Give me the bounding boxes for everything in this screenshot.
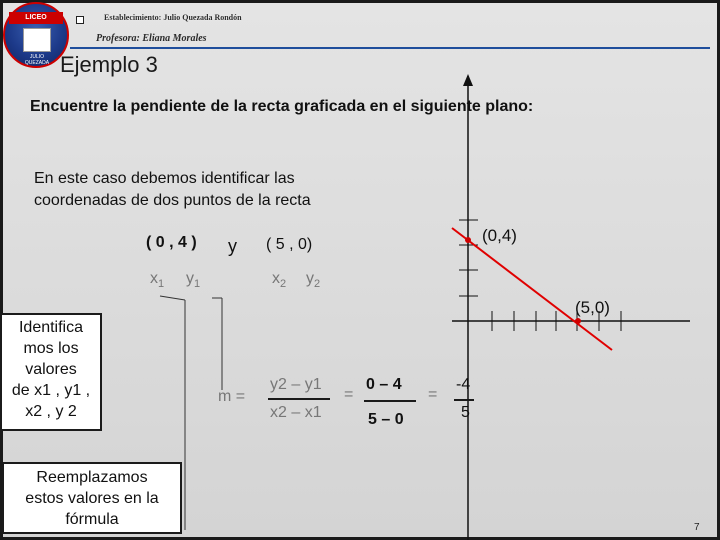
formula-denominator: x2 – x1	[270, 404, 322, 421]
teacher-header: Profesora: Eliana Morales	[96, 33, 207, 44]
page-number: 7	[694, 522, 700, 533]
identify-line-5: x2 , y 2	[25, 403, 77, 420]
slide-title: Ejemplo 3	[60, 52, 158, 77]
connector-line-1	[160, 296, 185, 300]
formula-fraction-bar	[268, 398, 330, 400]
identify-line-4: de x1 , y1 ,	[11, 382, 91, 399]
substituted-denominator: 5 – 0	[368, 411, 404, 428]
equals-sign-1: =	[344, 386, 354, 403]
y-axis-arrow	[463, 74, 473, 86]
result-denominator: 5	[461, 404, 470, 421]
var-y1: $y_1$	[186, 270, 201, 291]
school-header: Establecimiento: Julio Quezada Rondón	[104, 13, 242, 22]
logo-text: JULIO QUEZADA	[24, 54, 50, 66]
replace-line-2: estos valores en la	[25, 490, 159, 507]
identify-values-box	[0, 313, 102, 431]
var-x2: $x_2$	[272, 270, 287, 291]
instruction-text: Encuentre la pendiente de la recta graficada en el siguiente plano:	[30, 98, 534, 115]
replace-line-3: fórmula	[65, 511, 119, 528]
explanation-line-2: coordenadas de dos puntos de la recta	[34, 192, 311, 209]
substituted-numerator: 0 – 4	[366, 376, 402, 393]
point-two: ( 5 , 0)	[266, 236, 313, 253]
identify-line-3: valores	[25, 361, 77, 378]
var-x1: $x_1$	[150, 270, 165, 291]
identify-line-2: mos los	[23, 340, 79, 357]
point-label-5-0: (5,0)	[575, 298, 610, 317]
logo-ribbon: LICEO	[9, 12, 63, 24]
graphed-line	[452, 228, 612, 350]
point-5-0	[575, 318, 581, 324]
result-numerator: -4	[456, 376, 471, 393]
var-y2: $y_2$	[306, 270, 321, 291]
equals-sign-2: =	[428, 386, 438, 403]
conjunction-y: y	[228, 236, 237, 256]
formula-numerator: y2 – y1	[270, 376, 322, 393]
replace-values-box	[2, 462, 182, 534]
result-fraction-bar	[454, 399, 474, 401]
explanation-line-1: En este caso debemos identificar las	[34, 170, 295, 187]
point-label-0-4: (0,4)	[482, 226, 517, 245]
point-one: ( 0 , 4 )	[146, 234, 197, 251]
replace-line-1: Reemplazamos	[36, 469, 148, 486]
identify-line-1: Identifica	[18, 319, 84, 336]
substituted-fraction-bar	[364, 400, 416, 402]
slope-m-label: m =	[218, 388, 246, 405]
point-0-4	[465, 237, 471, 243]
